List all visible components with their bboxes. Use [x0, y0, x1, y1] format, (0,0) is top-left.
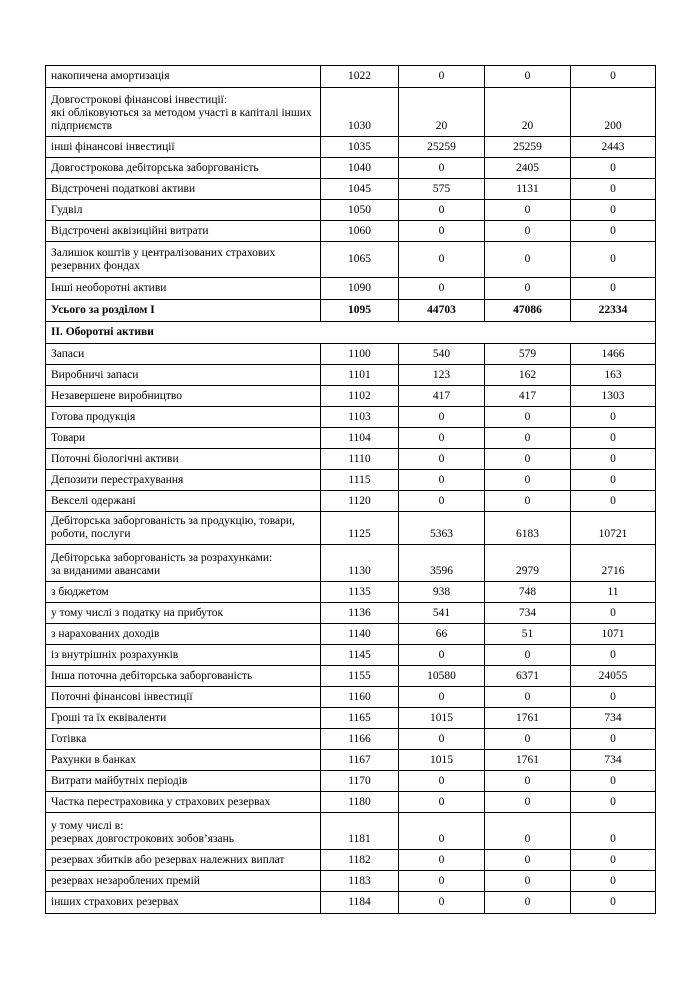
table-row [46, 645, 656, 666]
row-label: інші фінансові інвестиції [46, 137, 321, 158]
value-cell-2: 0 [485, 892, 571, 914]
value-cell-1: 575 [399, 179, 485, 200]
row-label: Незавершене виробництво [46, 386, 321, 407]
row-label: Поточні фінансові інвестиції [46, 687, 321, 708]
value-cell-1: 541 [399, 603, 485, 624]
value-cell-1: 938 [399, 582, 485, 603]
value-cell-3: 0 [571, 687, 656, 708]
value-cell-3: 0 [571, 221, 656, 242]
value-cell-1: 0 [399, 221, 485, 242]
row-label: Готова продукція [46, 407, 321, 428]
table-row [46, 708, 656, 729]
row-label: Усього за розділом І [46, 300, 321, 322]
table-row [46, 449, 656, 470]
row-code: 1101 [321, 365, 399, 386]
value-cell-1: 20 [399, 88, 485, 137]
row-code: 1183 [321, 871, 399, 892]
value-cell-3: 0 [571, 66, 656, 88]
value-cell-3: 1071 [571, 624, 656, 645]
value-cell-1: 66 [399, 624, 485, 645]
value-cell-2: 0 [485, 221, 571, 242]
table-row [46, 666, 656, 687]
table-row [46, 750, 656, 771]
value-cell-3: 0 [571, 491, 656, 512]
row-code: 1130 [321, 545, 399, 582]
row-label: Інша поточна дебіторська заборгованість [46, 666, 321, 687]
row-code: 1050 [321, 200, 399, 221]
table-row [46, 66, 656, 88]
table-row [46, 850, 656, 871]
value-cell-2: 579 [485, 344, 571, 365]
row-code: 1180 [321, 792, 399, 813]
row-code: 1103 [321, 407, 399, 428]
table-row [46, 278, 656, 300]
table-row [46, 582, 656, 603]
row-label: Відстрочені аквізиційні витрати [46, 221, 321, 242]
value-cell-2: 0 [485, 470, 571, 491]
value-cell-2: 2979 [485, 545, 571, 582]
value-cell-3: 2443 [571, 137, 656, 158]
value-cell-1: 44703 [399, 300, 485, 322]
row-code: 1136 [321, 603, 399, 624]
section-row [46, 322, 656, 344]
table-row [46, 624, 656, 645]
value-cell-3: 1466 [571, 344, 656, 365]
row-label: Гроші та їх еквіваленти [46, 708, 321, 729]
table-row [46, 300, 656, 322]
row-label: Відстрочені податкові активи [46, 179, 321, 200]
row-label: у тому числі з податку на прибуток [46, 603, 321, 624]
row-label: Дебіторська заборгованість за продукцію, товари, роботи, послуги [46, 512, 321, 545]
row-code: 1110 [321, 449, 399, 470]
value-cell-3: 0 [571, 449, 656, 470]
row-label: Довгострокові фінансові інвестиції: які обліковуються за методом участі в капіталі інших підприємств [46, 88, 321, 137]
row-label: у тому числі в: резервах довгострокових зобов’язань [46, 813, 321, 850]
row-label: з бюджетом [46, 582, 321, 603]
row-code: 1115 [321, 470, 399, 491]
row-code: 1065 [321, 242, 399, 278]
row-code: 1045 [321, 179, 399, 200]
value-cell-3: 1303 [571, 386, 656, 407]
value-cell-2: 0 [485, 407, 571, 428]
row-code: 1095 [321, 300, 399, 322]
value-cell-2: 0 [485, 66, 571, 88]
value-cell-2: 6371 [485, 666, 571, 687]
row-code: 1035 [321, 137, 399, 158]
row-code: 1160 [321, 687, 399, 708]
row-label: Виробничі запаси [46, 365, 321, 386]
row-code: 1030 [321, 88, 399, 137]
table-row [46, 792, 656, 813]
value-cell-2: 1761 [485, 708, 571, 729]
value-cell-3: 0 [571, 771, 656, 792]
value-cell-2: 162 [485, 365, 571, 386]
value-cell-3: 24055 [571, 666, 656, 687]
value-cell-3: 163 [571, 365, 656, 386]
section-heading: ІІ. Оборотні активи [46, 322, 656, 344]
row-label: Векселі одержані [46, 491, 321, 512]
value-cell-1: 25259 [399, 137, 485, 158]
value-cell-1: 417 [399, 386, 485, 407]
row-code: 1090 [321, 278, 399, 300]
value-cell-1: 0 [399, 771, 485, 792]
value-cell-3: 734 [571, 708, 656, 729]
row-code: 1166 [321, 729, 399, 750]
value-cell-1: 1015 [399, 750, 485, 771]
value-cell-3: 0 [571, 407, 656, 428]
table-row [46, 386, 656, 407]
value-cell-1: 0 [399, 687, 485, 708]
value-cell-1: 0 [399, 200, 485, 221]
row-label: Гудвіл [46, 200, 321, 221]
table-row [46, 470, 656, 491]
row-code: 1184 [321, 892, 399, 914]
value-cell-3: 0 [571, 871, 656, 892]
value-cell-1: 3596 [399, 545, 485, 582]
value-cell-3: 200 [571, 88, 656, 137]
balance-sheet-table [45, 65, 656, 914]
value-cell-2: 0 [485, 449, 571, 470]
value-cell-1: 0 [399, 813, 485, 850]
row-code: 1104 [321, 428, 399, 449]
row-label: Товари [46, 428, 321, 449]
value-cell-2: 0 [485, 792, 571, 813]
row-label: з нарахованих доходів [46, 624, 321, 645]
value-cell-1: 0 [399, 892, 485, 914]
value-cell-3: 0 [571, 428, 656, 449]
value-cell-1: 0 [399, 158, 485, 179]
table-row [46, 88, 656, 137]
row-label: Залишок коштів у централізованих страхових резервних фондах [46, 242, 321, 278]
table-row [46, 137, 656, 158]
table-row [46, 179, 656, 200]
value-cell-2: 0 [485, 242, 571, 278]
value-cell-1: 0 [399, 491, 485, 512]
value-cell-2: 0 [485, 850, 571, 871]
value-cell-1: 5363 [399, 512, 485, 545]
table-row [46, 771, 656, 792]
value-cell-3: 0 [571, 813, 656, 850]
value-cell-2: 1761 [485, 750, 571, 771]
row-code: 1167 [321, 750, 399, 771]
row-label: Запаси [46, 344, 321, 365]
row-code: 1040 [321, 158, 399, 179]
row-code: 1120 [321, 491, 399, 512]
row-code: 1140 [321, 624, 399, 645]
table-row [46, 892, 656, 914]
value-cell-2: 0 [485, 645, 571, 666]
value-cell-2: 0 [485, 278, 571, 300]
value-cell-3: 0 [571, 158, 656, 179]
row-label: Дебіторська заборгованість за розрахунками: за виданими авансами [46, 545, 321, 582]
value-cell-3: 2716 [571, 545, 656, 582]
value-cell-1: 0 [399, 850, 485, 871]
value-cell-2: 6183 [485, 512, 571, 545]
row-code: 1022 [321, 66, 399, 88]
table-row [46, 242, 656, 278]
table-row [46, 545, 656, 582]
value-cell-1: 10580 [399, 666, 485, 687]
value-cell-2: 25259 [485, 137, 571, 158]
value-cell-2: 0 [485, 771, 571, 792]
row-code: 1165 [321, 708, 399, 729]
row-label: Рахунки в банках [46, 750, 321, 771]
table-body [46, 66, 656, 914]
value-cell-3: 0 [571, 729, 656, 750]
value-cell-1: 0 [399, 470, 485, 491]
value-cell-2: 20 [485, 88, 571, 137]
row-label: Готівка [46, 729, 321, 750]
value-cell-3: 0 [571, 470, 656, 491]
value-cell-2: 0 [485, 871, 571, 892]
row-code: 1182 [321, 850, 399, 871]
value-cell-2: 0 [485, 200, 571, 221]
value-cell-1: 0 [399, 871, 485, 892]
value-cell-2: 0 [485, 491, 571, 512]
value-cell-1: 0 [399, 449, 485, 470]
value-cell-2: 0 [485, 729, 571, 750]
value-cell-2: 0 [485, 813, 571, 850]
table-row [46, 365, 656, 386]
row-code: 1125 [321, 512, 399, 545]
value-cell-3: 0 [571, 179, 656, 200]
value-cell-3: 11 [571, 582, 656, 603]
row-label: Частка перестраховика у страхових резервах [46, 792, 321, 813]
row-label: резервах незароблених премій [46, 871, 321, 892]
table-row [46, 200, 656, 221]
value-cell-1: 0 [399, 66, 485, 88]
row-code: 1170 [321, 771, 399, 792]
table-row [46, 687, 656, 708]
value-cell-2: 1131 [485, 179, 571, 200]
value-cell-3: 0 [571, 892, 656, 914]
row-label: Депозити перестрахування [46, 470, 321, 491]
row-label: із внутрішніх розрахунків [46, 645, 321, 666]
table-row [46, 871, 656, 892]
value-cell-2: 2405 [485, 158, 571, 179]
value-cell-2: 417 [485, 386, 571, 407]
table-row [46, 512, 656, 545]
value-cell-3: 0 [571, 645, 656, 666]
value-cell-1: 0 [399, 645, 485, 666]
row-code: 1100 [321, 344, 399, 365]
value-cell-1: 1015 [399, 708, 485, 729]
row-label: накопичена амортизація [46, 66, 321, 88]
value-cell-3: 0 [571, 603, 656, 624]
row-code: 1155 [321, 666, 399, 687]
value-cell-3: 0 [571, 200, 656, 221]
value-cell-3: 0 [571, 242, 656, 278]
value-cell-2: 734 [485, 603, 571, 624]
table-row [46, 158, 656, 179]
row-label: резервах збитків або резервах належних виплат [46, 850, 321, 871]
row-code: 1135 [321, 582, 399, 603]
value-cell-1: 0 [399, 729, 485, 750]
value-cell-1: 0 [399, 792, 485, 813]
value-cell-3: 22334 [571, 300, 656, 322]
table-row [46, 813, 656, 850]
value-cell-1: 540 [399, 344, 485, 365]
value-cell-3: 0 [571, 792, 656, 813]
value-cell-1: 0 [399, 242, 485, 278]
value-cell-3: 10721 [571, 512, 656, 545]
row-label: Витрати майбутніх періодів [46, 771, 321, 792]
table-row [46, 729, 656, 750]
table-row [46, 407, 656, 428]
value-cell-2: 51 [485, 624, 571, 645]
value-cell-2: 748 [485, 582, 571, 603]
value-cell-3: 0 [571, 850, 656, 871]
value-cell-3: 0 [571, 278, 656, 300]
value-cell-1: 0 [399, 428, 485, 449]
row-label: Довгострокова дебіторська заборгованість [46, 158, 321, 179]
row-code: 1102 [321, 386, 399, 407]
row-label: Поточні біологічні активи [46, 449, 321, 470]
value-cell-1: 0 [399, 278, 485, 300]
value-cell-2: 0 [485, 428, 571, 449]
value-cell-1: 0 [399, 407, 485, 428]
row-label: Інші необоротні активи [46, 278, 321, 300]
value-cell-2: 47086 [485, 300, 571, 322]
value-cell-2: 0 [485, 687, 571, 708]
row-code: 1145 [321, 645, 399, 666]
table-row [46, 221, 656, 242]
row-code: 1060 [321, 221, 399, 242]
table-row [46, 428, 656, 449]
table-row [46, 344, 656, 365]
row-code: 1181 [321, 813, 399, 850]
row-label: інших страхових резервах [46, 892, 321, 914]
table-row [46, 491, 656, 512]
value-cell-1: 123 [399, 365, 485, 386]
value-cell-3: 734 [571, 750, 656, 771]
table-row [46, 603, 656, 624]
